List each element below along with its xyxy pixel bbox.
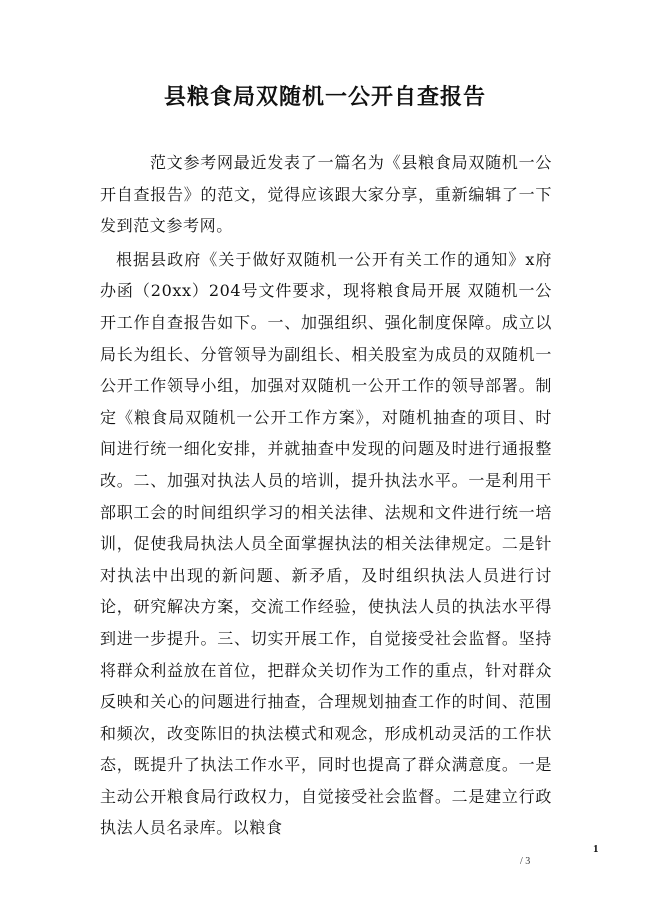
document-body — [100, 147, 552, 844]
page-total: / 3 — [520, 856, 531, 867]
intro-paragraph: 范文参考网最近发表了一篇名为《县粮食局双随机一公开自查报告》的范文，觉得应该跟大家分享，重新编辑了一下发到范文参考网。 — [100, 153, 552, 236]
document-title: 县粮食局双随机一公开自查报告 — [163, 85, 486, 110]
page-number: 1 — [593, 843, 599, 855]
main-paragraph: 根据县政府《关于做好双随机一公开有关工作的通知》x府办函（20xx）204号文件要求，现将粮食局开展 双随机一公开工作自查报告如下。一、加强组织、强化制度保障。成立以局长为组长、分管领导为副组长、相关股室为成员的双随机一公开工作领导小组，加强对双随机一公开工作的领导部署。制定《粮食局双随机一公开工作方案》，对随机抽查的项目、时间进行统一细化安排，并就抽查中发现的问题及时进行通报整改。二、加强对执法人员的培训，提升执法水平。一是利用干部职工会的时间组织学习的相关法律、法规和文件进行统一培训，促使我局执法人员全面掌握执法的相关法律规定。二是针对执法中出现的新问题、新矛盾，及时组织执法人员进行讨论，研究解决方案，交流工作经验，使执法人员的执法水平得到进一步提升。三、切实开展工作，自觉接受社会监督。坚持将群众利益放在首位，把群众关切作为工作的重点，针对群众反映和关心的问题进行抽查，合理规划抽查工作的时间、范围和频次，改变陈旧的执法模式和观念，形成机动灵活的工作状态，既提升了执法工作水平，同时也提高了群众满意度。一是主动公开粮食局行政权力，自觉接受社会监督。二是建立行政执法人员名录库。以粮食 — [100, 249, 552, 838]
